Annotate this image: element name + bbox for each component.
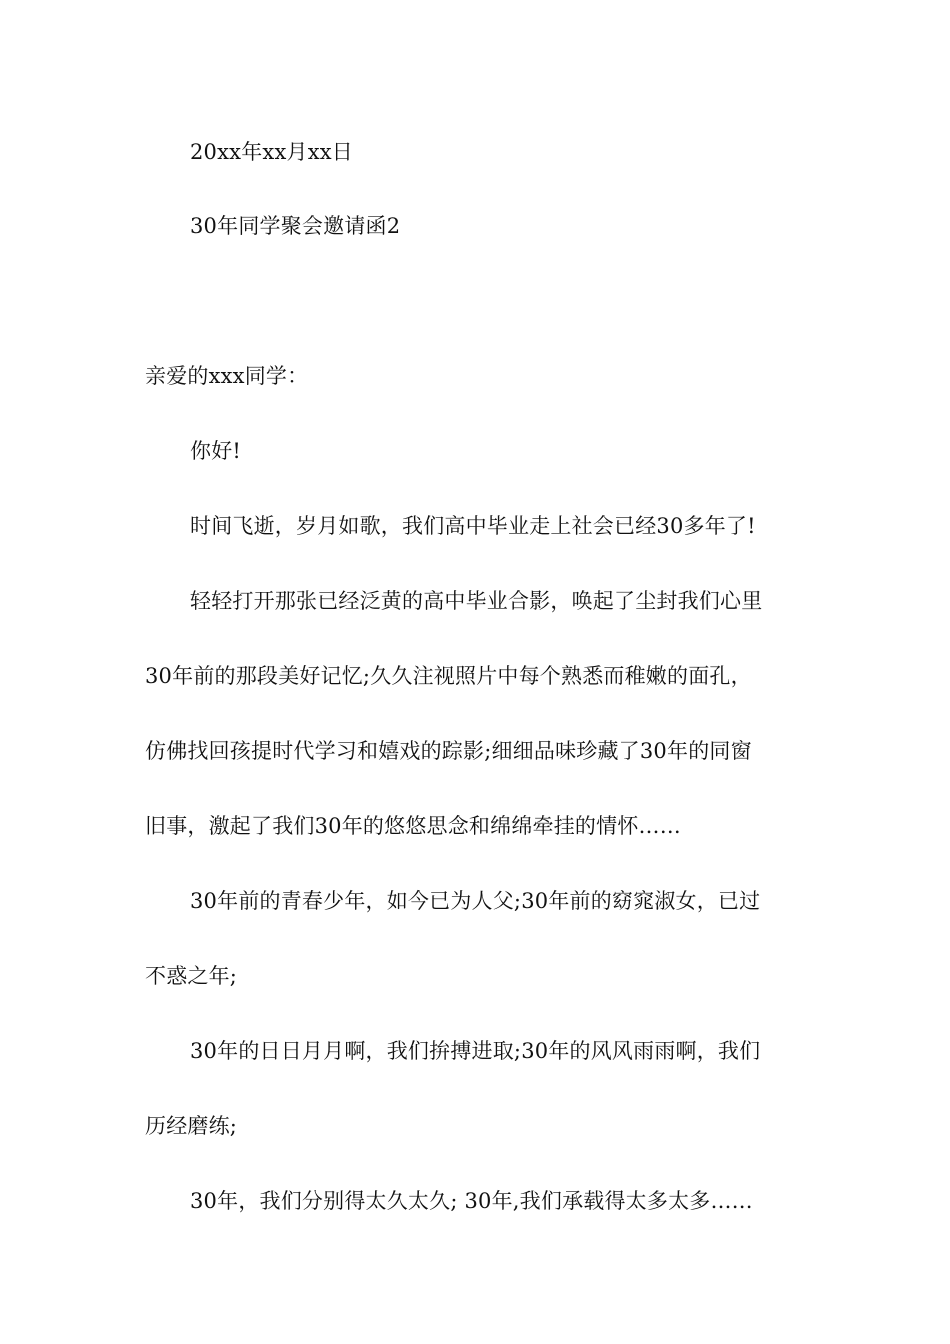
paragraph-line: 仿佛找回孩提时代学习和嬉戏的踪影;细细品味珍藏了30年的同窗 xyxy=(145,739,752,763)
paragraph-line: 时间飞逝，岁月如歌，我们高中毕业走上社会已经30多年了! xyxy=(190,514,756,538)
greeting: 你好! xyxy=(190,439,242,463)
paragraph-line: 30年的日日月月啊，我们拚搏进取;30年的风风雨雨啊，我们 xyxy=(190,1039,761,1063)
paragraph-line: 30年，我们分别得太久太久; 30年,我们承载得太多太多…… xyxy=(190,1189,753,1213)
salutation: 亲爱的xxx同学： xyxy=(145,364,309,388)
paragraph-line: 30年前的青春少年，如今已为人父;30年前的窈窕淑女，已过 xyxy=(190,889,761,913)
paragraph-line: 旧事，激起了我们30年的悠悠思念和绵绵牵挂的情怀…… xyxy=(145,814,681,838)
document-title: 30年同学聚会邀请函2 xyxy=(190,214,401,238)
paragraph-line: 不惑之年; xyxy=(145,964,238,988)
paragraph-line: 轻轻打开那张已经泛黄的高中毕业合影，唤起了尘封我们心里 xyxy=(190,589,763,613)
date-line: 20xx年xx月xx日 xyxy=(190,140,353,164)
paragraph-line: 30年前的那段美好记忆;久久注视照片中每个熟悉而稚嫩的面孔， xyxy=(145,664,752,688)
paragraph-line: 历经磨练; xyxy=(145,1114,238,1138)
